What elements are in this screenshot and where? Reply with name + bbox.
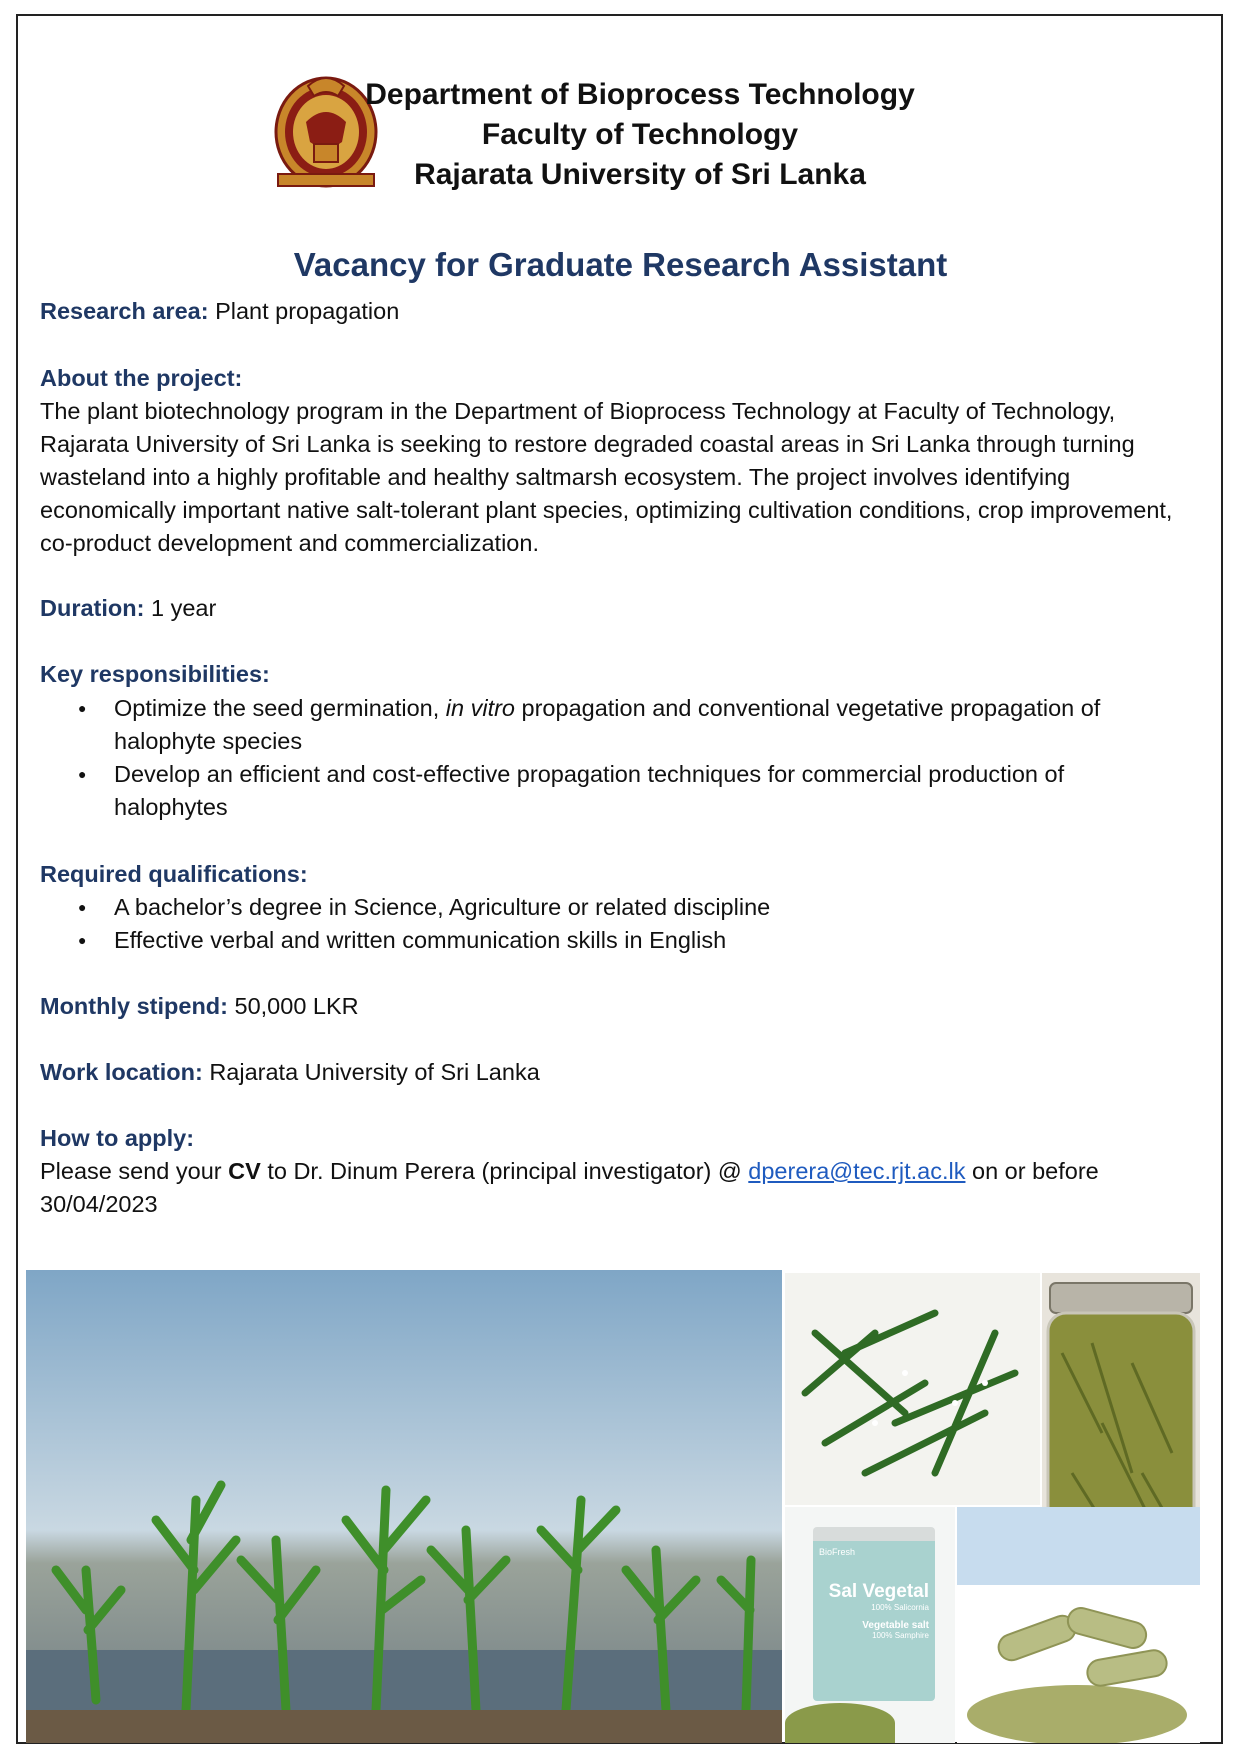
responsibility-1-text-cont: propagation and conventional vegetative propagation of halophyte species (114, 695, 1101, 754)
about-text: The plant biotechnology program in the Department of Bioprocess Technology at Faculty of Technology, Rajarata University of Sri Lanka is seeking to restore degraded coastal areas in Sri Lanka through turning wasteland into a highly profitable and healthy saltmarsh ecosystem. The project involves identifying economically important native salt-tolerant plant species, optimizing cultivation conditions, crop improvement, co-product development and commercialization. (40, 398, 1173, 556)
research-area (40, 295, 1210, 328)
samphire-dish-photo (785, 1273, 1040, 1505)
stipend-label: Monthly stipend: (40, 993, 228, 1019)
location-value: Rajarata University of Sri Lanka (209, 1059, 540, 1085)
product-sub3: 100% Samphire (872, 1631, 929, 1640)
location-label: Work location: (40, 1059, 203, 1085)
responsibilities-label: Key responsibilities: (40, 661, 270, 687)
list-item (40, 758, 1180, 824)
product-tin (813, 1527, 935, 1701)
product-brand: BioFresh (819, 1547, 856, 1557)
duration-value: 1 year (150, 595, 217, 621)
list-item: ● Effective verbal and written communication skills in English (40, 924, 1180, 957)
research-area-value: Plant propagation (215, 298, 400, 324)
duration (40, 592, 1210, 625)
apply-text-a: Please send your (40, 1158, 222, 1184)
stipend-value: 50,000 LKR (234, 993, 359, 1019)
responsibility-1-text: Optimize the seed germination, (114, 695, 440, 721)
product-name: Sal Vegetal (828, 1581, 929, 1602)
background-panel (957, 1507, 1200, 1585)
in-vitro-italic: in vitro (445, 695, 515, 721)
university-name: Rajarata University of Sri Lanka (414, 158, 866, 191)
research-area-label: Research area: (40, 298, 209, 324)
responsibility-2-text: Develop an efficient and cost-effective propagation techniques for commercial production of halophytes (114, 761, 1065, 820)
list-item (40, 692, 1180, 758)
list-item: ● A bachelor’s degree in Science, Agriculture or related discipline (40, 891, 1180, 924)
cv-bold: CV (228, 1158, 261, 1184)
product-sub1: 100% Salicornia (871, 1603, 929, 1612)
vacancy-title: Vacancy for Graduate Research Assistant (293, 246, 948, 283)
qualifications-label: Required qualifications: (40, 861, 308, 887)
stipend (40, 990, 1210, 1023)
duration-label: Duration: (40, 595, 145, 621)
sal-vegetal-product-photo (785, 1507, 955, 1743)
salicornia-marsh-photo (26, 1270, 782, 1743)
apply-text-b: to Dr. Dinum Perera (principal investigator) @ (267, 1158, 742, 1184)
apply-label: How to apply: (40, 1125, 195, 1151)
email-link[interactable]: dperera@tec.rjt.ac.lk (748, 1158, 966, 1184)
qualifications-list (40, 891, 1180, 957)
capsules-powder-photo (957, 1585, 1200, 1743)
work-location (40, 1056, 1210, 1089)
about-label: About the project: (40, 365, 243, 391)
faculty-name: Faculty of Technology (481, 118, 799, 151)
department-name: Department of Bioprocess Technology (365, 78, 915, 111)
product-sub2: Vegetable salt (862, 1620, 929, 1631)
apply-text (40, 1155, 1210, 1221)
salt-powder-pile (785, 1703, 895, 1743)
responsibilities-list (40, 692, 1180, 824)
apply-text-c: on or before 30/04/2023 (40, 1158, 1099, 1217)
